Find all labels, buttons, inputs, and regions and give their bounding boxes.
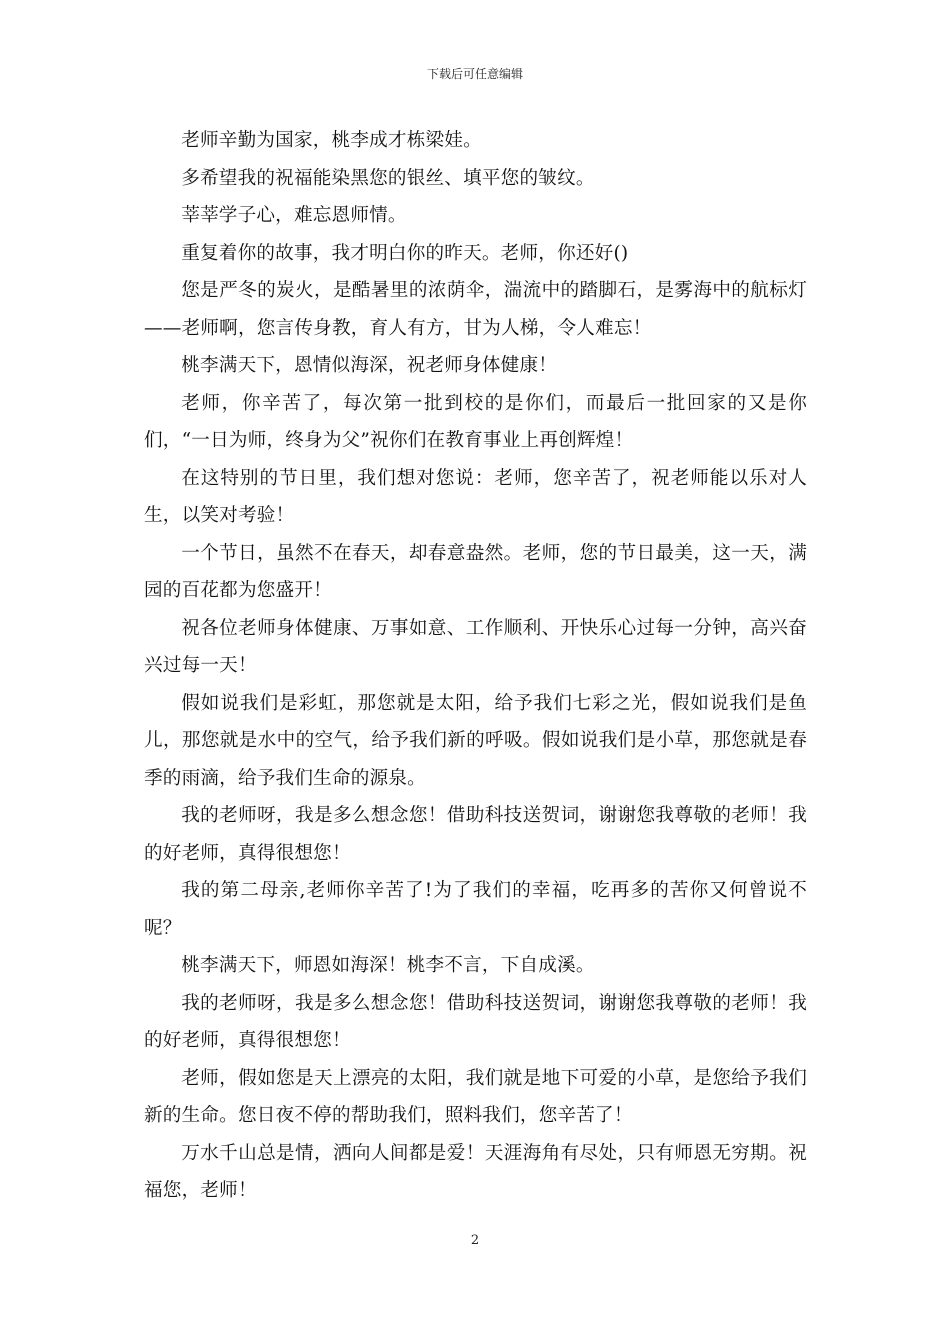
paragraph: 老师辛勤为国家，桃李成才栋梁娃。 [181,130,482,151]
paragraph: 在这特别的节日里，我们想对您说：老师，您辛苦了，祝老师能以乐对人生，以笑对考验！ [144,467,807,526]
paragraph: 多希望我的祝福能染黑您的银丝、填平您的皱纹。 [181,167,595,189]
paragraph: 老师，你辛苦了，每次第一批到校的是你们，而最后一批回家的又是你们，“一日为师，终身为父”祝你们在教育事业上再创辉煌！ [144,392,807,451]
paragraph: 您是严冬的炭火，是酷暑里的浓荫伞，湍流中的踏脚石，是雾海中的航标灯——老师啊，您言传身教，育人有方，甘为人梯，令人难忘！ [144,280,807,339]
paragraph: 一个节日，虽然不在春天，却春意盎然。老师，您的节日最美，这一天，满园的百花都为您盛开！ [144,542,807,601]
paragraph: 桃李满天下，恩情似海深，祝老师身体健康！ [181,355,558,376]
paragraph: 老师，假如您是天上漂亮的太阳，我们就是地下可爱的小草，是您给予我们新的生命。您日夜不停的帮助我们，照料我们，您辛苦了！ [144,1067,807,1126]
paragraph: 万水千山总是情，洒向人间都是爱！天涯海角有尽处，只有师恩无穷期。祝福您，老师！ [144,1142,807,1201]
document-body [144,122,807,1210]
paragraph: 祝各位老师身体健康、万事如意、工作顺利、开快乐心过每一分钟，高兴奋兴过每一天！ [144,617,807,676]
paragraph: 莘莘学子心，难忘恩师情。 [181,205,407,226]
paragraph: 我的老师呀，我是多么想念您！借助科技送贺词，谢谢您我尊敬的老师！我的好老师，真得很想您！ [144,805,807,864]
paragraph: 假如说我们是彩虹，那您就是太阳，给予我们七彩之光，假如说我们是鱼儿，那您就是水中的空气，给予我们新的呼吸。假如说我们是小草，那您就是春季的雨滴，给予我们生命的源泉。 [144,692,807,789]
paragraph: 我的老师呀，我是多么想念您！借助科技送贺词，谢谢您我尊敬的老师！我的好老师，真得很想您！ [144,992,807,1051]
paragraph: 桃李满天下，师恩如海深！桃李不言，下自成溪。 [181,955,595,976]
page-number: 2 [470,1233,480,1248]
paragraph: 我的第二母亲,老师你辛苦了!为了我们的幸福，吃再多的苦你又何曾说不呢？ [144,880,807,939]
paragraph: 重复着你的故事，我才明白你的昨天。老师，你还好() [181,242,629,264]
page-header: 下载后可任意编辑 [426,67,523,81]
